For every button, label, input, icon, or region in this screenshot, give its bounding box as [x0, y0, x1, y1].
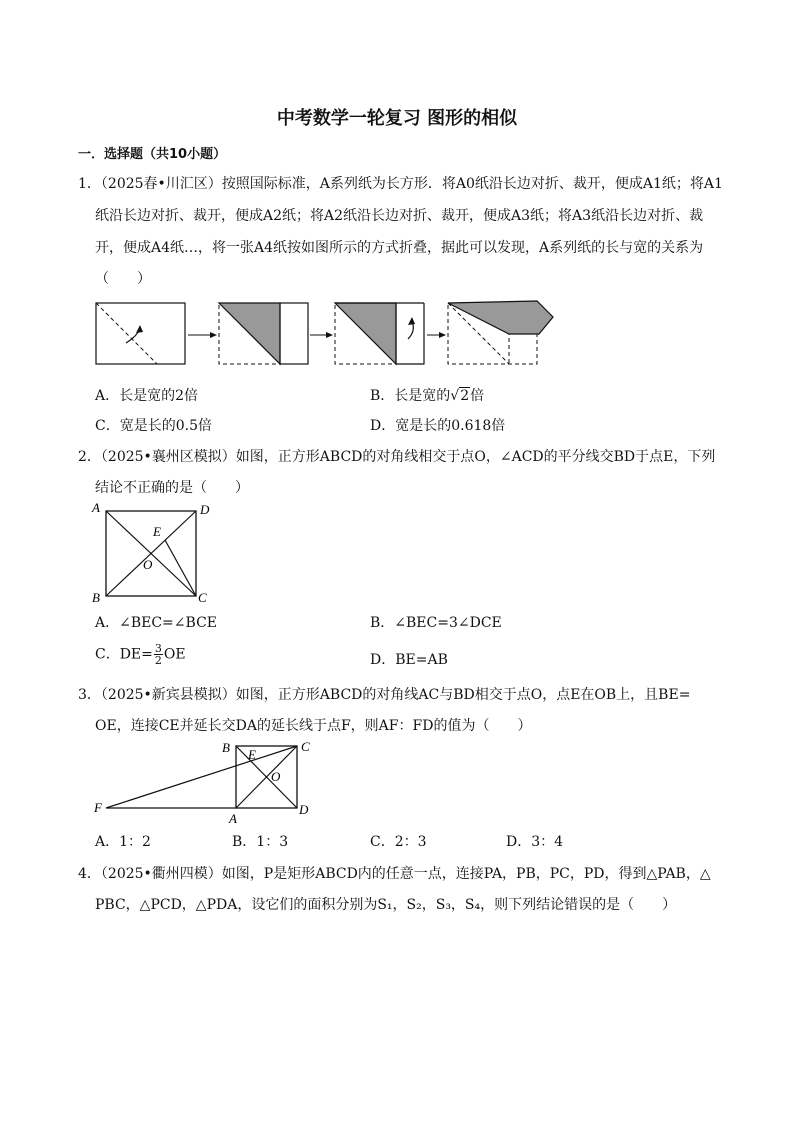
q1-line-2: 纸沿长边对折、裁开，便成A2纸；将A2纸沿长边对折、裁开，便成A3纸；将A3纸沿长边对折、裁 — [95, 208, 704, 224]
q2-label-o: O — [143, 557, 153, 572]
q1-folding-figure — [90, 295, 565, 370]
sqrt-symbol: √2 — [450, 388, 470, 404]
q3-square-figure — [88, 736, 328, 826]
q3-label-b: B — [222, 740, 230, 755]
q3-option-b: B．1：3 — [232, 834, 289, 850]
q1-line-4: （ ） — [95, 271, 151, 287]
q2-label-d: D — [200, 502, 210, 517]
section-heading: 一．选择题（共10小题） — [78, 147, 227, 162]
q2-option-a: A．∠BEC=∠BCE — [95, 615, 218, 631]
q1-option-d: D．宽是长的0.618倍 — [370, 418, 506, 434]
q2-label-e: E — [153, 524, 161, 539]
q3-label-e: E — [248, 747, 256, 762]
fraction — [154, 643, 163, 666]
q2-option-d: D．BE=AB — [370, 652, 448, 668]
q1-option-b — [370, 385, 484, 405]
q4-line-2: PBC，△PCD，△PDA，设它们的面积分别为S₁，S₂，S₃，S₄，则下列结论错误的是（ ） — [95, 897, 677, 913]
q3-label-a: A — [229, 811, 237, 826]
q3-line-1: 3．（2025•新宾县模拟）如图，正方形ABCD的对角线AC与BD相交于点O，点E在OB上，且BE= — [78, 687, 691, 703]
q1-option-a: A．长是宽的2倍 — [95, 388, 199, 404]
q1-option-b-radicand: 2 — [460, 388, 470, 404]
q2-label-a: A — [92, 500, 100, 515]
q2-label-b: B — [92, 590, 100, 605]
q2-line-1: 2．（2025•襄州区模拟）如图，正方形ABCD的对角线相交于点O，∠ACD的平分线交BD于点E，下列 — [78, 449, 716, 465]
q3-label-d: D — [299, 802, 309, 817]
q2-label-c: C — [198, 590, 207, 605]
q3-label-f: F — [94, 800, 102, 815]
q2-line-2: 结论不正确的是（ ） — [95, 480, 249, 496]
q2-option-c — [95, 643, 186, 666]
fraction-numerator: 3 — [154, 642, 162, 655]
q3-label-c: C — [301, 739, 310, 754]
q2-option-c-suffix: OE — [163, 646, 186, 663]
q2-option-c-prefix: C．DE= — [95, 646, 153, 663]
q1-line-1: 1．（2025春•川汇区）按照国际标准，A系列纸为长方形．将A0纸沿长边对折、裁开，便成A1纸；将A1 — [78, 176, 723, 192]
q3-option-c: C．2：3 — [370, 834, 427, 850]
q3-line-2: OE，连接CE并延长交DA的延长线于点F，则AF：FD的值为（ ） — [95, 718, 532, 734]
q4-line-1: 4．（2025•衢州四模）如图，P是矩形ABCD内的任意一点，连接PA，PB，PC，PD，得到△PAB，△ — [78, 866, 711, 882]
q1-option-b-prefix: B．长是宽的 — [370, 388, 451, 404]
q3-label-o: O — [271, 769, 281, 784]
fraction-denominator: 2 — [154, 654, 162, 667]
q1-option-b-suffix: 倍 — [470, 388, 485, 404]
q3-option-a: A．1：2 — [95, 834, 151, 850]
q1-option-c: C．宽是长的0.5倍 — [95, 418, 212, 434]
q2-option-b: B．∠BEC=3∠DCE — [370, 615, 502, 631]
page-title: 中考数学一轮复习 图形的相似 — [276, 108, 518, 129]
q1-line-3: 开，便成A4纸…，将一张A4纸按如图所示的方式折叠，据此可以发现，A系列纸的长与宽的关系为 — [95, 240, 704, 256]
q3-option-d: D．3：4 — [506, 834, 564, 850]
q2-square-figure — [88, 498, 218, 606]
